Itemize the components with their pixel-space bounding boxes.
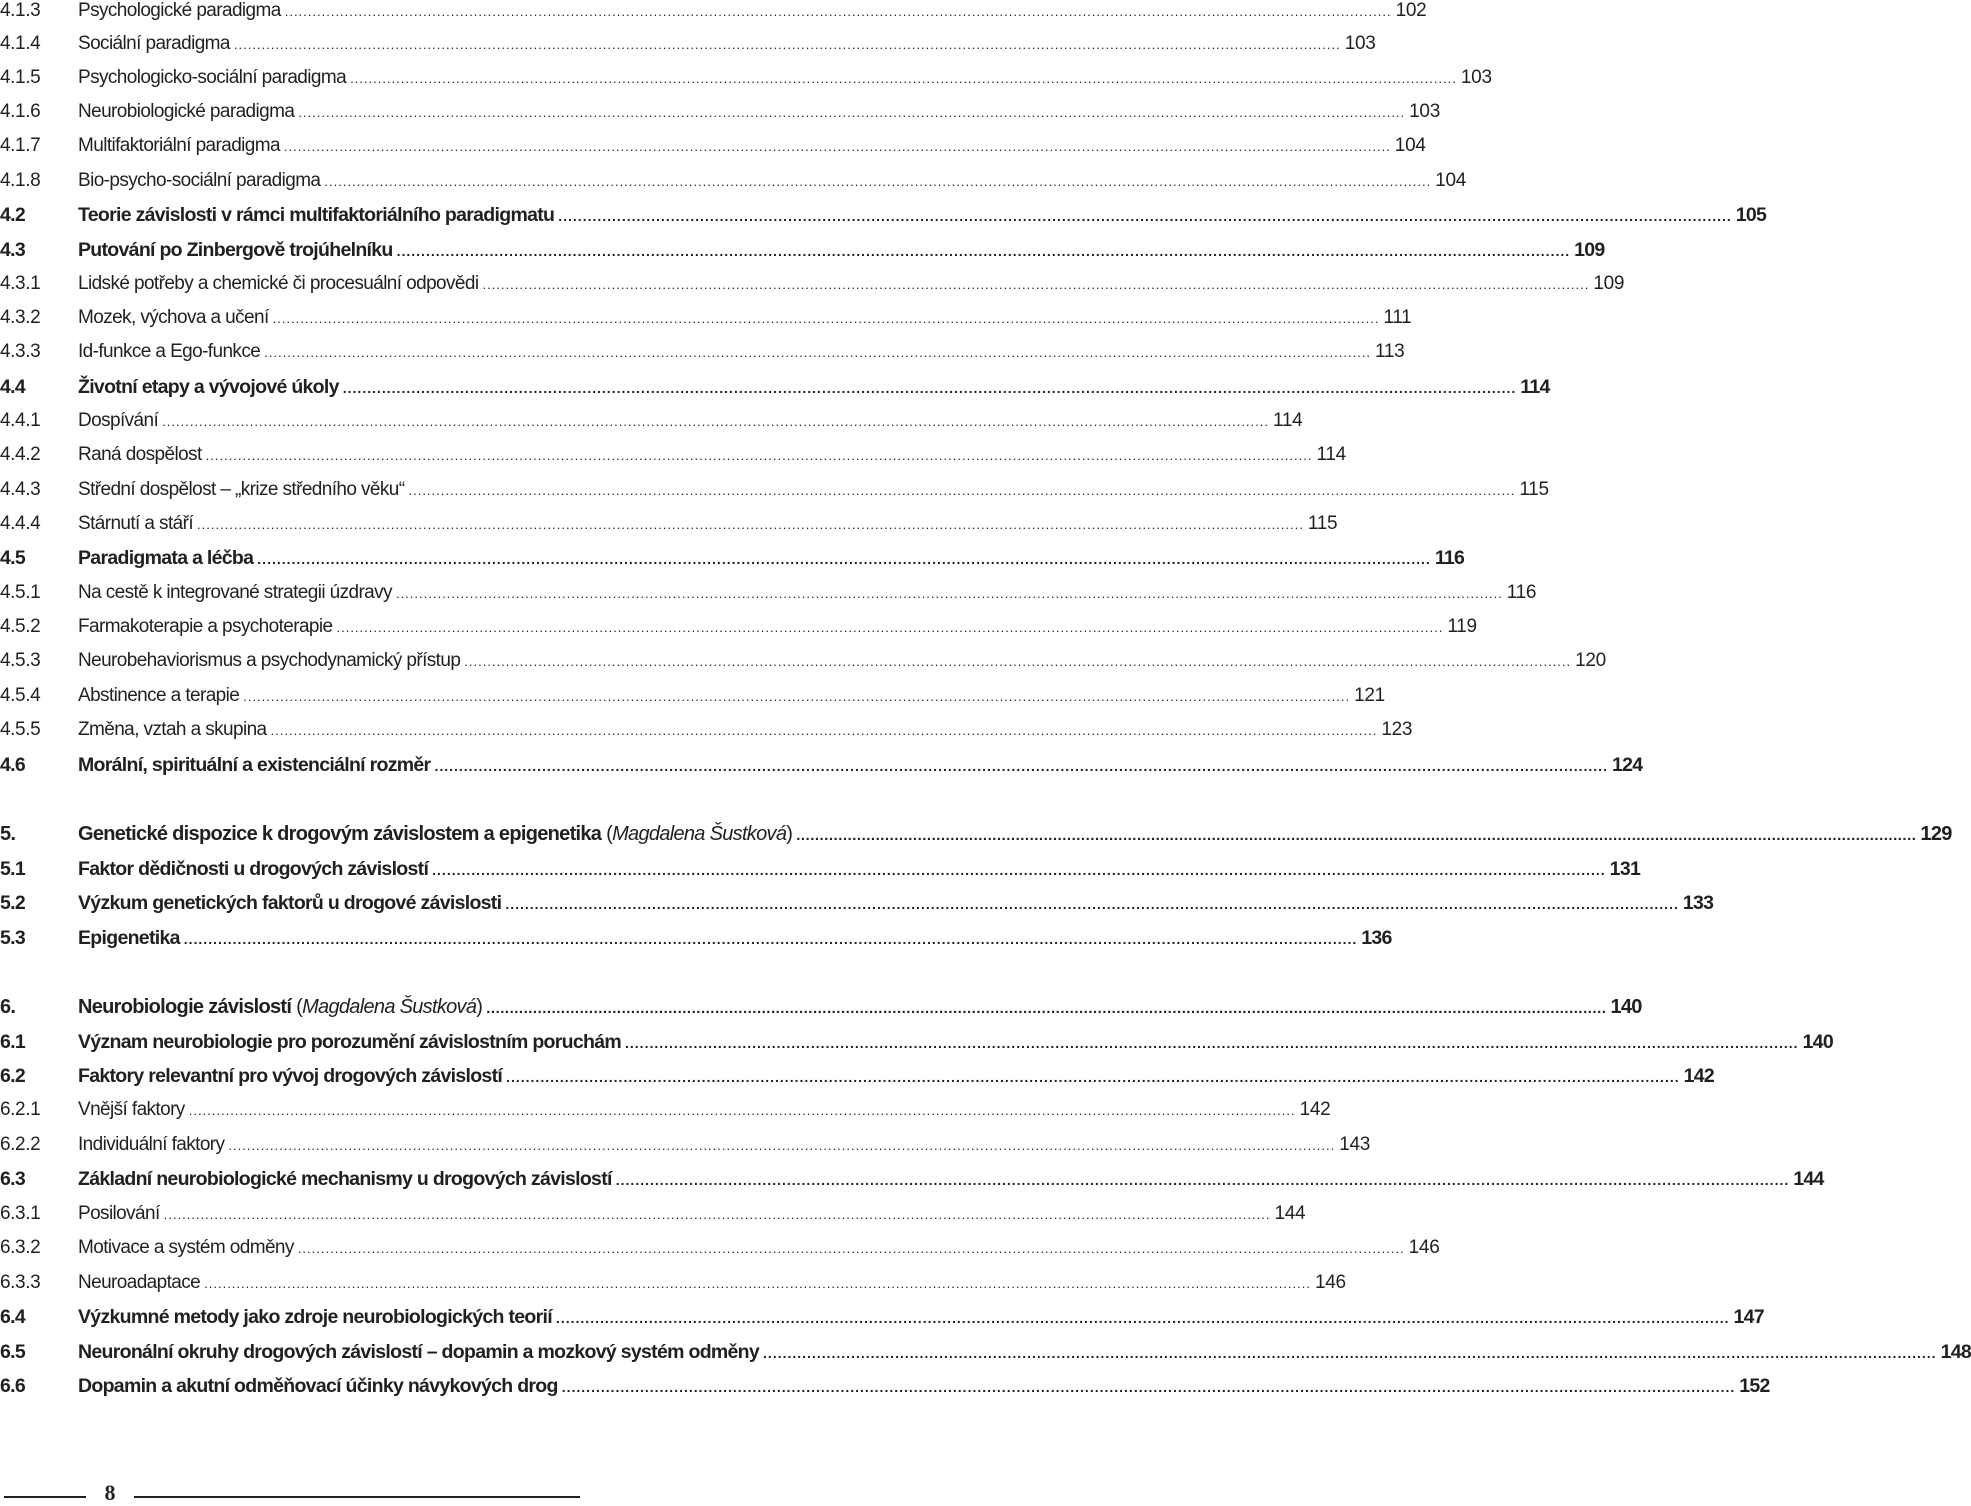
toc-entry-leader-dots <box>625 1035 1799 1051</box>
toc-entry-title-text: Epigenetika <box>78 927 180 949</box>
toc-entry-title-text: Stárnutí a stáří <box>78 513 194 534</box>
toc-entry-leader-dots <box>506 1069 1680 1085</box>
toc-entry-number: 4.4 <box>0 376 26 398</box>
toc-entry <box>0 1237 1440 1267</box>
toc-entry-title <box>78 101 294 123</box>
toc-entry-number: 4.1.6 <box>0 101 41 122</box>
footer-rule-right <box>134 1496 580 1498</box>
toc-entry-page: 146 <box>1408 1237 1440 1258</box>
toc-entry-leader-dots <box>396 586 1503 601</box>
toc-entry-title <box>78 376 339 399</box>
toc-entry-title-text: Abstinence a terapie <box>78 685 240 706</box>
toc-entry-title-text: Změna, vztah a skupina <box>78 719 267 740</box>
toc-entry <box>0 582 1537 612</box>
toc-entry-page: 124 <box>1611 754 1643 776</box>
toc-entry <box>0 101 1440 131</box>
toc-entry-number: 6.4 <box>0 1306 26 1328</box>
toc-entry-title <box>78 204 554 227</box>
toc-entry <box>0 67 1492 97</box>
toc-entry-number: 4.4.3 <box>0 479 41 500</box>
toc-entry-page: 121 <box>1354 685 1385 706</box>
toc-entry-title <box>78 1031 621 1054</box>
toc-entry-title-text: Paradigmata a léčba <box>78 547 254 569</box>
toc-entry-author: (Magdalena Šustková) <box>601 823 793 845</box>
toc-entry <box>0 858 1641 888</box>
toc-entry-page: 114 <box>1520 376 1550 398</box>
toc-entry-page: 140 <box>1802 1031 1833 1053</box>
toc-entry-title-text: Neurobiologické paradigma <box>78 101 295 122</box>
toc-entry-number: 6.3.2 <box>0 1237 41 1258</box>
toc-entry-page: 116 <box>1506 582 1537 603</box>
toc-entry-leader-dots <box>482 277 1589 292</box>
toc-entry-number: 4.1.8 <box>0 170 41 191</box>
toc-entry-leader-dots <box>184 931 1358 947</box>
toc-entry-number: 6. <box>0 996 16 1018</box>
toc-entry <box>0 513 1338 543</box>
toc-entry-title <box>78 135 280 157</box>
toc-entry-number: 4.5.3 <box>0 650 41 671</box>
toc-entry-title-text: Posilování <box>78 1203 160 1224</box>
toc-entry-number: 4.3 <box>0 239 26 261</box>
toc-entry-page: 131 <box>1609 858 1641 880</box>
toc-entry-leader-dots <box>486 1000 1606 1017</box>
toc-entry-title <box>78 1272 200 1294</box>
toc-entry-leader-dots <box>228 1138 1335 1153</box>
toc-entry <box>0 1065 1715 1095</box>
toc-entry-number: 4.5.2 <box>0 616 41 637</box>
toc-entry-leader-dots <box>763 1345 1937 1361</box>
toc-entry-page: 143 <box>1339 1134 1371 1155</box>
toc-entry-title <box>78 67 346 89</box>
toc-entry-title <box>78 239 393 262</box>
toc-entry-leader-dots <box>324 174 1431 189</box>
toc-entry-title-text: Vnější faktory <box>78 1099 185 1120</box>
toc-entry-title-text: Sociální paradigma <box>78 33 230 54</box>
toc-entry-number: 6.1 <box>0 1031 26 1053</box>
toc-entry-leader-dots <box>271 723 1378 738</box>
toc-entry-title-text: Genetické dispozice k drogovým závislostem a epigenetika <box>78 823 602 845</box>
toc-entry-number: 6.2 <box>0 1065 26 1087</box>
toc-entry-title <box>78 582 392 604</box>
toc-entry-page: 140 <box>1610 996 1642 1018</box>
page-number: 8 <box>104 1480 116 1505</box>
toc-entry-title <box>78 996 482 1019</box>
toc-entry-number: 4.4.4 <box>0 513 41 534</box>
toc-entry-page: 142 <box>1683 1065 1715 1087</box>
toc-entry-leader-dots <box>298 105 1405 120</box>
toc-entry-title-text: Dospívání <box>78 410 159 431</box>
toc-entry-leader-dots <box>796 827 1916 844</box>
toc-entry-page: 114 <box>1316 444 1346 465</box>
toc-entry-page: 120 <box>1575 650 1606 671</box>
toc-entry-page: 123 <box>1381 719 1413 740</box>
toc-entry-leader-dots <box>164 1207 1271 1222</box>
toc-entry-number: 4.1.3 <box>0 0 41 21</box>
toc-entry-page: 111 <box>1383 307 1412 328</box>
toc-entry-page: 116 <box>1434 547 1465 569</box>
toc-entry-title <box>78 1134 224 1156</box>
toc-entry <box>0 341 1405 371</box>
toc-entry-page: 144 <box>1274 1203 1306 1224</box>
footer-rule-left <box>4 1496 86 1498</box>
toc-entry-number: 4.1.4 <box>0 33 41 54</box>
toc-entry-title-text: Morální, spirituální a existenciální rozměr <box>78 754 431 776</box>
toc-entry-leader-dots <box>264 345 1371 360</box>
toc-entry <box>0 0 1427 30</box>
toc-entry-number: 5.2 <box>0 892 26 914</box>
toc-entry-leader-dots <box>285 4 1392 19</box>
toc-entry-number: 5.3 <box>0 927 26 949</box>
toc-entry-title-text: Na cestě k integrované strategii úzdravy <box>78 582 392 603</box>
toc-entry <box>0 239 1605 269</box>
toc-entry-leader-dots <box>343 380 1517 396</box>
toc-entry-page: 133 <box>1682 892 1714 914</box>
toc-entry-leader-dots <box>397 243 1571 259</box>
toc-entry-number: 5. <box>0 823 16 845</box>
toc-entry <box>0 410 1303 440</box>
toc-entry-leader-dots <box>434 758 1608 774</box>
toc-entry-title <box>78 616 332 638</box>
toc-entry <box>0 204 1767 234</box>
toc-entry-title <box>78 1203 160 1225</box>
toc-entry-page: 152 <box>1739 1375 1770 1397</box>
toc-entry-leader-dots <box>408 483 1515 498</box>
toc-entry <box>0 754 1643 784</box>
toc-entry-number: 4.5.4 <box>0 685 41 706</box>
toc-entry-leader-dots <box>562 1379 1736 1395</box>
toc-entry <box>0 135 1426 165</box>
toc-entry-leader-dots <box>616 1172 1790 1188</box>
toc-entry-leader-dots <box>206 448 1313 463</box>
toc-entry-title <box>78 1168 612 1191</box>
toc-entry-page: 104 <box>1435 170 1467 191</box>
toc-entry-title-text: Neuronální okruhy drogových závislostí – dopamin a mozkový systém odměny <box>78 1341 760 1363</box>
toc-entry <box>0 307 1412 337</box>
toc-entry-author: (Magdalena Šustková) <box>291 996 483 1018</box>
toc-entry-number: 4.3.2 <box>0 307 41 328</box>
toc-entry-leader-dots <box>257 551 1431 567</box>
toc-entry-page: 144 <box>1793 1168 1824 1190</box>
toc-entry-title <box>78 513 193 535</box>
toc-entry-title <box>78 1237 294 1259</box>
toc-entry-title-text: Putování po Zinbergově trojúhelníku <box>78 239 393 261</box>
toc-entry-title-text: Psychologické paradigma <box>78 0 281 21</box>
toc-entry-title <box>78 1065 502 1088</box>
toc-entry-leader-dots <box>189 1103 1296 1118</box>
toc-entry-number: 6.5 <box>0 1341 26 1363</box>
toc-entry-title-text: Teorie závislosti v rámci multifaktoriálního paradigmatu <box>78 204 555 226</box>
toc-entry-page: 148 <box>1940 1341 1971 1363</box>
toc-entry-page: 105 <box>1735 204 1767 226</box>
toc-entry-title-text: Výzkum genetických faktorů u drogové závislosti <box>78 892 502 914</box>
toc-entry-title <box>78 1306 552 1329</box>
toc-entry-title-text: Výzkumné metody jako zdroje neurobiologických teorií <box>78 1306 552 1328</box>
toc-entry-page: 109 <box>1593 273 1625 294</box>
toc-entry-title <box>78 1375 558 1398</box>
toc-entry-title-text: Motivace a systém odměny <box>78 1237 294 1258</box>
toc-entry-title <box>78 33 230 55</box>
toc-entry-number: 4.1.7 <box>0 135 41 156</box>
toc-entry-number: 4.4.2 <box>0 444 41 465</box>
toc-entry-title-text: Neurobehaviorismus a psychodynamický přístup <box>78 650 461 671</box>
toc-entry-title-text: Dopamin a akutní odměňovací účinky návykových drog <box>78 1375 558 1397</box>
toc-entry <box>0 1203 1306 1233</box>
toc-entry-title <box>78 444 202 466</box>
toc-entry-title-text: Střední dospělost – „krize středního věku“ <box>78 479 405 500</box>
toc-entry-leader-dots <box>298 1241 1405 1256</box>
toc-entry <box>0 33 1376 63</box>
toc-entry-title-text: Individuální faktory <box>78 1134 225 1155</box>
toc-entry-number: 6.3 <box>0 1168 26 1190</box>
toc-entry-page: 147 <box>1733 1306 1764 1328</box>
toc-entry <box>0 719 1413 749</box>
toc-entry-page: 129 <box>1920 823 1952 845</box>
toc-entry-page: 103 <box>1409 101 1440 122</box>
toc-entry-leader-dots <box>162 414 1269 429</box>
toc-entry-leader-dots <box>505 896 1679 912</box>
toc-entry-number: 4.6 <box>0 754 26 776</box>
toc-entry-leader-dots <box>336 620 1443 635</box>
toc-entry <box>0 996 1642 1026</box>
toc-entry <box>0 685 1385 715</box>
toc-entry-page: 115 <box>1307 513 1338 534</box>
toc-entry-leader-dots <box>234 37 1341 52</box>
toc-entry <box>0 892 1714 922</box>
toc-entry-title-text: Význam neurobiologie pro porozumění závislostním poruchám <box>78 1031 622 1053</box>
toc-entry-title-text: Farmakoterapie a psychoterapie <box>78 616 333 637</box>
toc-entry-number: 4.3.3 <box>0 341 41 362</box>
toc-entry <box>0 1099 1331 1129</box>
toc-entry-title <box>78 858 428 881</box>
toc-entry-number: 4.2 <box>0 204 26 226</box>
toc-entry-title-text: Neurobiologie závislostí <box>78 996 292 1018</box>
toc-entry <box>0 1306 1764 1336</box>
toc-entry <box>0 1272 1346 1302</box>
toc-entry-leader-dots <box>558 208 1732 224</box>
page-footer <box>0 1478 960 1506</box>
toc-entry-leader-dots <box>556 1310 1730 1326</box>
toc-entry-page: 102 <box>1395 0 1427 21</box>
toc-entry-page: 115 <box>1519 479 1549 500</box>
toc-entry-title-text: Multifaktoriální paradigma <box>78 135 280 156</box>
toc-entry-title <box>78 823 792 846</box>
toc-entry-number: 5.1 <box>0 858 26 880</box>
toc-entry-number: 6.3.3 <box>0 1272 41 1293</box>
toc-entry-title <box>78 0 281 22</box>
toc-entry-page: 104 <box>1394 135 1426 156</box>
toc-entry <box>0 479 1549 509</box>
toc-entry-leader-dots <box>284 139 1391 154</box>
toc-entry-number: 4.5 <box>0 547 26 569</box>
toc-entry-title-text: Základní neurobiologické mechanismy u drogových závislostí <box>78 1168 612 1190</box>
toc-entry-title <box>78 1341 759 1364</box>
toc-entry-title-text: Faktory relevantní pro vývoj drogových závislostí <box>78 1065 503 1087</box>
toc-entry-page: 109 <box>1574 239 1605 261</box>
toc-entry-title <box>78 892 501 915</box>
toc-entry-title <box>78 307 269 329</box>
toc-entry-title-text: Životní etapy a vývojové úkoly <box>78 376 339 398</box>
toc-entry <box>0 1375 1770 1405</box>
toc-entry-title-text: Neuroadaptace <box>78 1272 201 1293</box>
toc-entry-title <box>78 685 239 707</box>
toc-entry-number: 4.1.5 <box>0 67 41 88</box>
toc-entry-leader-dots <box>350 71 1457 86</box>
toc-entry-leader-dots <box>432 862 1606 878</box>
toc-entry-title-text: Psychologicko-sociální paradigma <box>78 67 347 88</box>
toc-entry-title <box>78 547 253 570</box>
toc-entry <box>0 376 1550 406</box>
toc-entry-title <box>78 754 430 777</box>
toc-entry-number: 6.3.1 <box>0 1203 41 1224</box>
toc-entry-page: 136 <box>1361 927 1392 949</box>
toc-entry-title-text: Lidské potřeby a chemické či procesuální odpovědi <box>78 273 479 294</box>
toc-entry <box>0 444 1346 474</box>
toc-entry-number: 4.5.5 <box>0 719 41 740</box>
toc-entry <box>0 616 1477 646</box>
toc-entry-author-name: Magdalena Šustková <box>612 823 787 845</box>
toc-entry-leader-dots <box>243 689 1350 704</box>
toc-entry-title <box>78 927 180 950</box>
toc-entry-number: 4.3.1 <box>0 273 41 294</box>
toc-entry-page: 114 <box>1273 410 1303 431</box>
toc-entry-title-text: Raná dospělost <box>78 444 202 465</box>
toc-entry-page: 146 <box>1314 1272 1346 1293</box>
toc-entry <box>0 1168 1824 1198</box>
toc-entry-title-text: Faktor dědičnosti u drogových závislostí <box>78 858 429 880</box>
toc-entry-title <box>78 650 460 672</box>
toc-entry <box>0 1031 1833 1061</box>
toc-entry <box>0 170 1467 200</box>
toc-entry <box>0 823 1952 853</box>
toc-entry-title-text: Bio-psycho-sociální paradigma <box>78 170 321 191</box>
toc-entry-leader-dots <box>464 654 1571 669</box>
toc-entry <box>0 927 1392 957</box>
toc-entry-title-text: Id-funkce a Ego-funkce <box>78 341 261 362</box>
toc-entry-number: 6.2.1 <box>0 1099 41 1120</box>
toc-entry-page: 113 <box>1375 341 1405 362</box>
toc-entry <box>0 1341 1971 1371</box>
toc-entry <box>0 547 1465 577</box>
toc-entry-title-text: Mozek, výchova a učení <box>78 307 269 328</box>
toc-entry-title <box>78 410 158 432</box>
toc-entry-title <box>78 341 260 363</box>
toc-entry-page: 119 <box>1447 616 1477 637</box>
toc-entry-title <box>78 1099 185 1121</box>
toc-entry-title <box>78 719 267 741</box>
toc-entry-page: 103 <box>1344 33 1376 54</box>
toc-entry-number: 6.2.2 <box>0 1134 41 1155</box>
toc-entry-title <box>78 273 478 295</box>
toc-entry-page: 142 <box>1299 1099 1331 1120</box>
toc-entry-title <box>78 170 320 192</box>
toc-entry-leader-dots <box>197 517 1304 532</box>
toc-entry-number: 6.6 <box>0 1375 26 1397</box>
toc-entry-number: 4.5.1 <box>0 582 41 603</box>
toc-entry-leader-dots <box>273 311 1380 326</box>
toc-entry <box>0 1134 1371 1164</box>
toc-entry-title <box>78 479 404 501</box>
toc-entry <box>0 273 1625 303</box>
toc-entry <box>0 650 1606 680</box>
toc-entry-leader-dots <box>204 1276 1311 1291</box>
toc-entry-author-name: Magdalena Šustková <box>302 996 477 1018</box>
toc-entry-page: 103 <box>1460 67 1492 88</box>
toc-entry-number: 4.4.1 <box>0 410 41 431</box>
